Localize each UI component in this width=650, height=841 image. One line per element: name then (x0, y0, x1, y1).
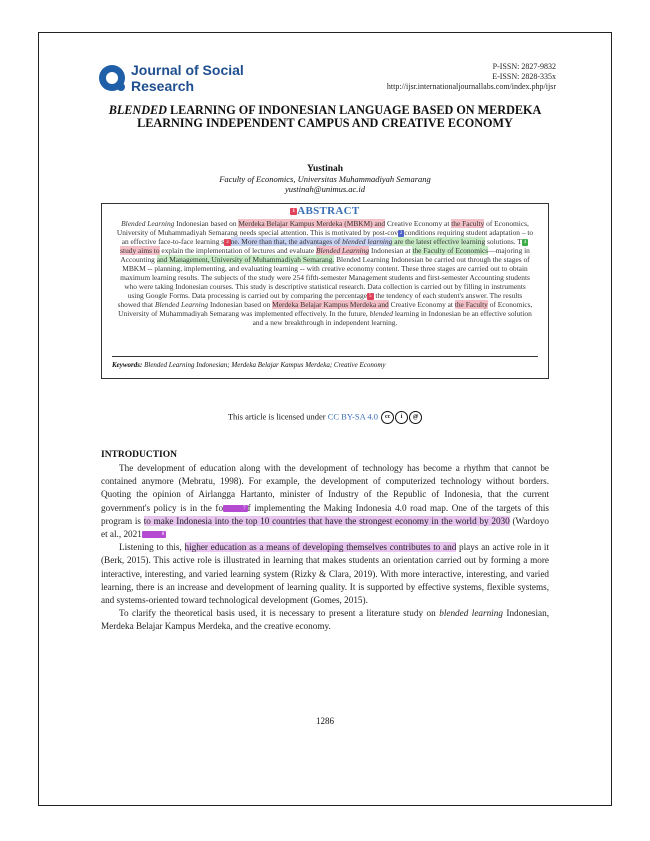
annotation-marker[interactable]: 8 (142, 531, 167, 538)
annotation-marker[interactable]: 5 (369, 293, 372, 299)
license-line: This article is licensed under CC BY-SA 4.0 cc i @ (100, 411, 550, 424)
highlight[interactable]: and Management, University of Muhammadiyah Semarang. (156, 255, 335, 264)
author-name: Yustinah (306, 164, 344, 174)
highlight[interactable]: higher education as a means of developing themselves contributes to and (184, 542, 457, 553)
author-block (100, 164, 550, 194)
highlight[interactable]: the Faculty (451, 219, 485, 228)
annotation-marker[interactable]: 1 (292, 208, 296, 214)
section-heading-introduction: INTRODUCTION (101, 450, 178, 460)
paragraph: Listening to this, higher education as a means of developing themselves contributes to and plays an active role in it (Berk, 2015). This active role is illustrated in learning that makes students an orientation carried out by forming a more interactive, interesting, and varied learning system (Rizky & Clara, 2019). With more interactive, interesting, and varied learning, there is an increase and development of learning quality. It is supported by effective systems, flexible systems, and systems-oriented toward technological development (Gomes, 2015). (101, 542, 549, 606)
introduction-body (101, 462, 549, 634)
journal-name: Journal of Social Research (131, 62, 244, 94)
highlight[interactable]: to make Indonesia into the top 10 countries that have the strongest economy in the world by 2030 (143, 515, 510, 526)
paragraph: To clarify the theoretical basis used, it is necessary to present a literature study on blended learning Indonesian, Merdeka Belajar Kampus Merdeka, and the creative economy. (101, 608, 550, 632)
highlight[interactable]: Merdeka Belajar Kampus Merdeka and (272, 300, 389, 309)
keywords: Keywords: Blended Learning Indonesian; Merdeka Belajar Kampus Merdeka; Creative Economy (112, 356, 538, 369)
logo-icon (99, 65, 125, 91)
by-icon: i (395, 411, 408, 424)
paper-title: BLENDED LEARNING OF INDONESIAN LANGUAGE BASED ON MERDEKA LEARNING INDEPENDENT CAMPUS AND CREATIVE ECONOMY (108, 103, 542, 130)
highlight[interactable]: the Faculty (454, 300, 488, 309)
page-number: 1286 (316, 716, 334, 726)
journal-url[interactable]: http://ijsr.internationaljournallabs.com/index.php/ijsr (386, 82, 556, 91)
author-email[interactable]: yustinah@unimus.ac.id (284, 184, 366, 194)
sa-icon: @ (409, 411, 422, 424)
paragraph: The development of education along with the development of technology has become a rhythm that cannot be contained anymore (Mebratu, 1998). For example, the development of computerized technology without borders. Quoting the opinion of Airlangga Hartanto, minister of Industry of the Republic of Indonesia, that the current government's policy is in the fo 7 f implementing the Making Indonesia 4.0 road map. One of the targets of this program is to make Indonesia into the top 10 countries that have the strongest economy in the world by 2030 (Wardoyo et al., 2021 8 (101, 463, 549, 540)
highlight[interactable]: Merdeka Belajar Kampus Merdeka (MBKM) and (238, 219, 386, 228)
annotation-marker[interactable]: 2 (399, 230, 403, 236)
abstract-heading: 1 ABSTRACT (292, 205, 360, 217)
annotation-marker[interactable]: 7 (223, 505, 248, 512)
highlight[interactable]: are the latest effective learning (392, 237, 486, 246)
highlight[interactable]: ne. More than that, the advantages of (230, 237, 343, 246)
highlight[interactable]: study aims to (120, 246, 160, 255)
journal-logo (99, 62, 244, 94)
eissn: E-ISSN: 2828-335x (492, 72, 556, 81)
issn-block (387, 62, 556, 92)
cc-icon: cc (381, 411, 394, 424)
highlight[interactable]: the Faculty of Economics (412, 246, 489, 255)
annotation-marker[interactable]: 4 (523, 239, 527, 245)
license-link[interactable]: CC BY-SA 4.0 (327, 411, 379, 422)
abstract-text: Blended Learning Indonesian based on Merdeka Belajar Kampus Merdeka (MBKM) and Creative Economy at the Faculty of Economics, University of Muhammadiyah Semarang needs special attention. This is motivated by post-cov 2 conditions requiring student adaptation – to an effective face-to-face learning s 3 ne. More than that, the advantages of blended learning are the latest effective learning solutions. T 4 study aims to explain the implementation of lectures and evaluate Blended Learning Indonesian at the Faculty of Economics—majoring in Accounting and Management, University of Muhammadiyah Semarang. Blended Learning Indonesian be carried out through the stages of MBKM -- planning, implementing, and evaluating learning -- with creative economy content. These three stages are carried out to obtain maximum learning results. The subjects of the study were 254 fifth-semester Management students and first-semester Accounting students who were taking Indonesian courses. This study is descriptive statistical research. Data collection is carried out by filling in instruments using Google Forms. Data processing is carried out by comparing the percentage 5 the tendency of each student's answer. The results showed that Blended Learning Indonesian based on Merdeka Belajar Kampus Merdeka and Creative Economy at the Faculty of Economics, University of Muhammadiyah Semarang was implemented effectively. In the future, blended learning in Indonesian be an effective solution and a new breakthrough in independent learning. (116, 219, 534, 327)
pissn: P-ISSN: 2827-9832 (492, 62, 556, 71)
abstract-box (101, 203, 549, 379)
author-affiliation: Faculty of Economics, Universitas Muhammadiyah Semarang (219, 174, 431, 184)
annotation-marker[interactable]: 3 (226, 239, 229, 245)
